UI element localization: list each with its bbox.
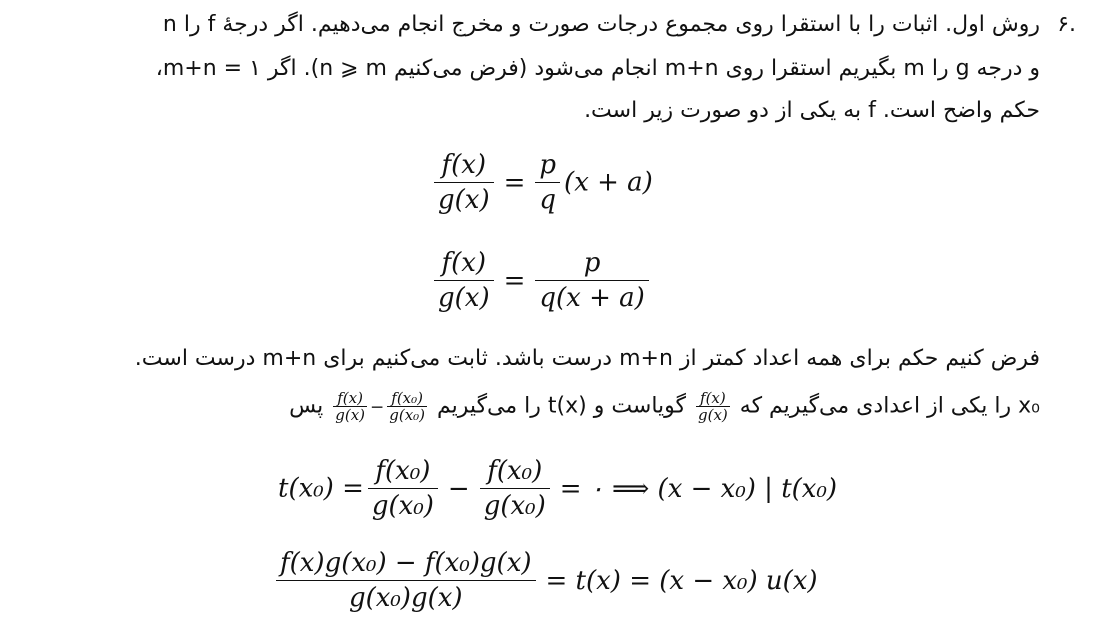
- paragraph-line-2: و درجه g را m بگیریم استقرا روی m+n انجام می‌شود (فرض می‌کنیم n ⩾ m). اگر ۱ = m+n،: [155, 56, 1040, 81]
- equation-4: $\frac{\text{f(x)g(x₀) − f(x₀)g(x)}}{\text{g(x₀)g(x)}}$ = t(x) = (x − x₀) u(x): [272, 548, 818, 613]
- paragraph-line-3: حکم واضح است. f به یکی از دو صورت زیر است.: [584, 98, 1040, 123]
- item-number: ۶.: [1057, 12, 1076, 37]
- paragraph-2-line-2: x₀ را یکی از اعدادی می‌گیریم که $\frac{f(x)}{g(x)}$ گویاست و t(x) را می‌گیریم $\frac{f(x)}{g(x)}$ − $\frac{\text{f(x₀)}}{\text{g(x₀)}}$ پس: [289, 389, 1040, 424]
- equation-3: t(x₀) = $\frac{\text{f(x₀)}}{\text{g(x₀)}}$ − $\frac{\text{f(x₀)}}{\text{g(x₀)}}$ = ۰ ⟹ (x − x₀) | t(x₀): [278, 456, 838, 521]
- equation-2: $\frac{f(x)}{g(x)}$ = $\frac{p}{q(x + a)}$: [430, 248, 653, 313]
- paragraph-line-1: روش اول. اثبات را با استقرا روی مجموع درجات صورت و مخرج انجام می‌دهیم. اگر درجهٔ f را n: [162, 12, 1040, 37]
- paragraph-2-line-1: فرض کنیم حکم برای همه اعداد کمتر از m+n درست باشد. ثابت می‌کنیم برای m+n درست است.: [134, 346, 1040, 371]
- equation-1: $\frac{f(x)}{g(x)}$ = $\frac{p}{q}$ (x + a): [430, 150, 653, 215]
